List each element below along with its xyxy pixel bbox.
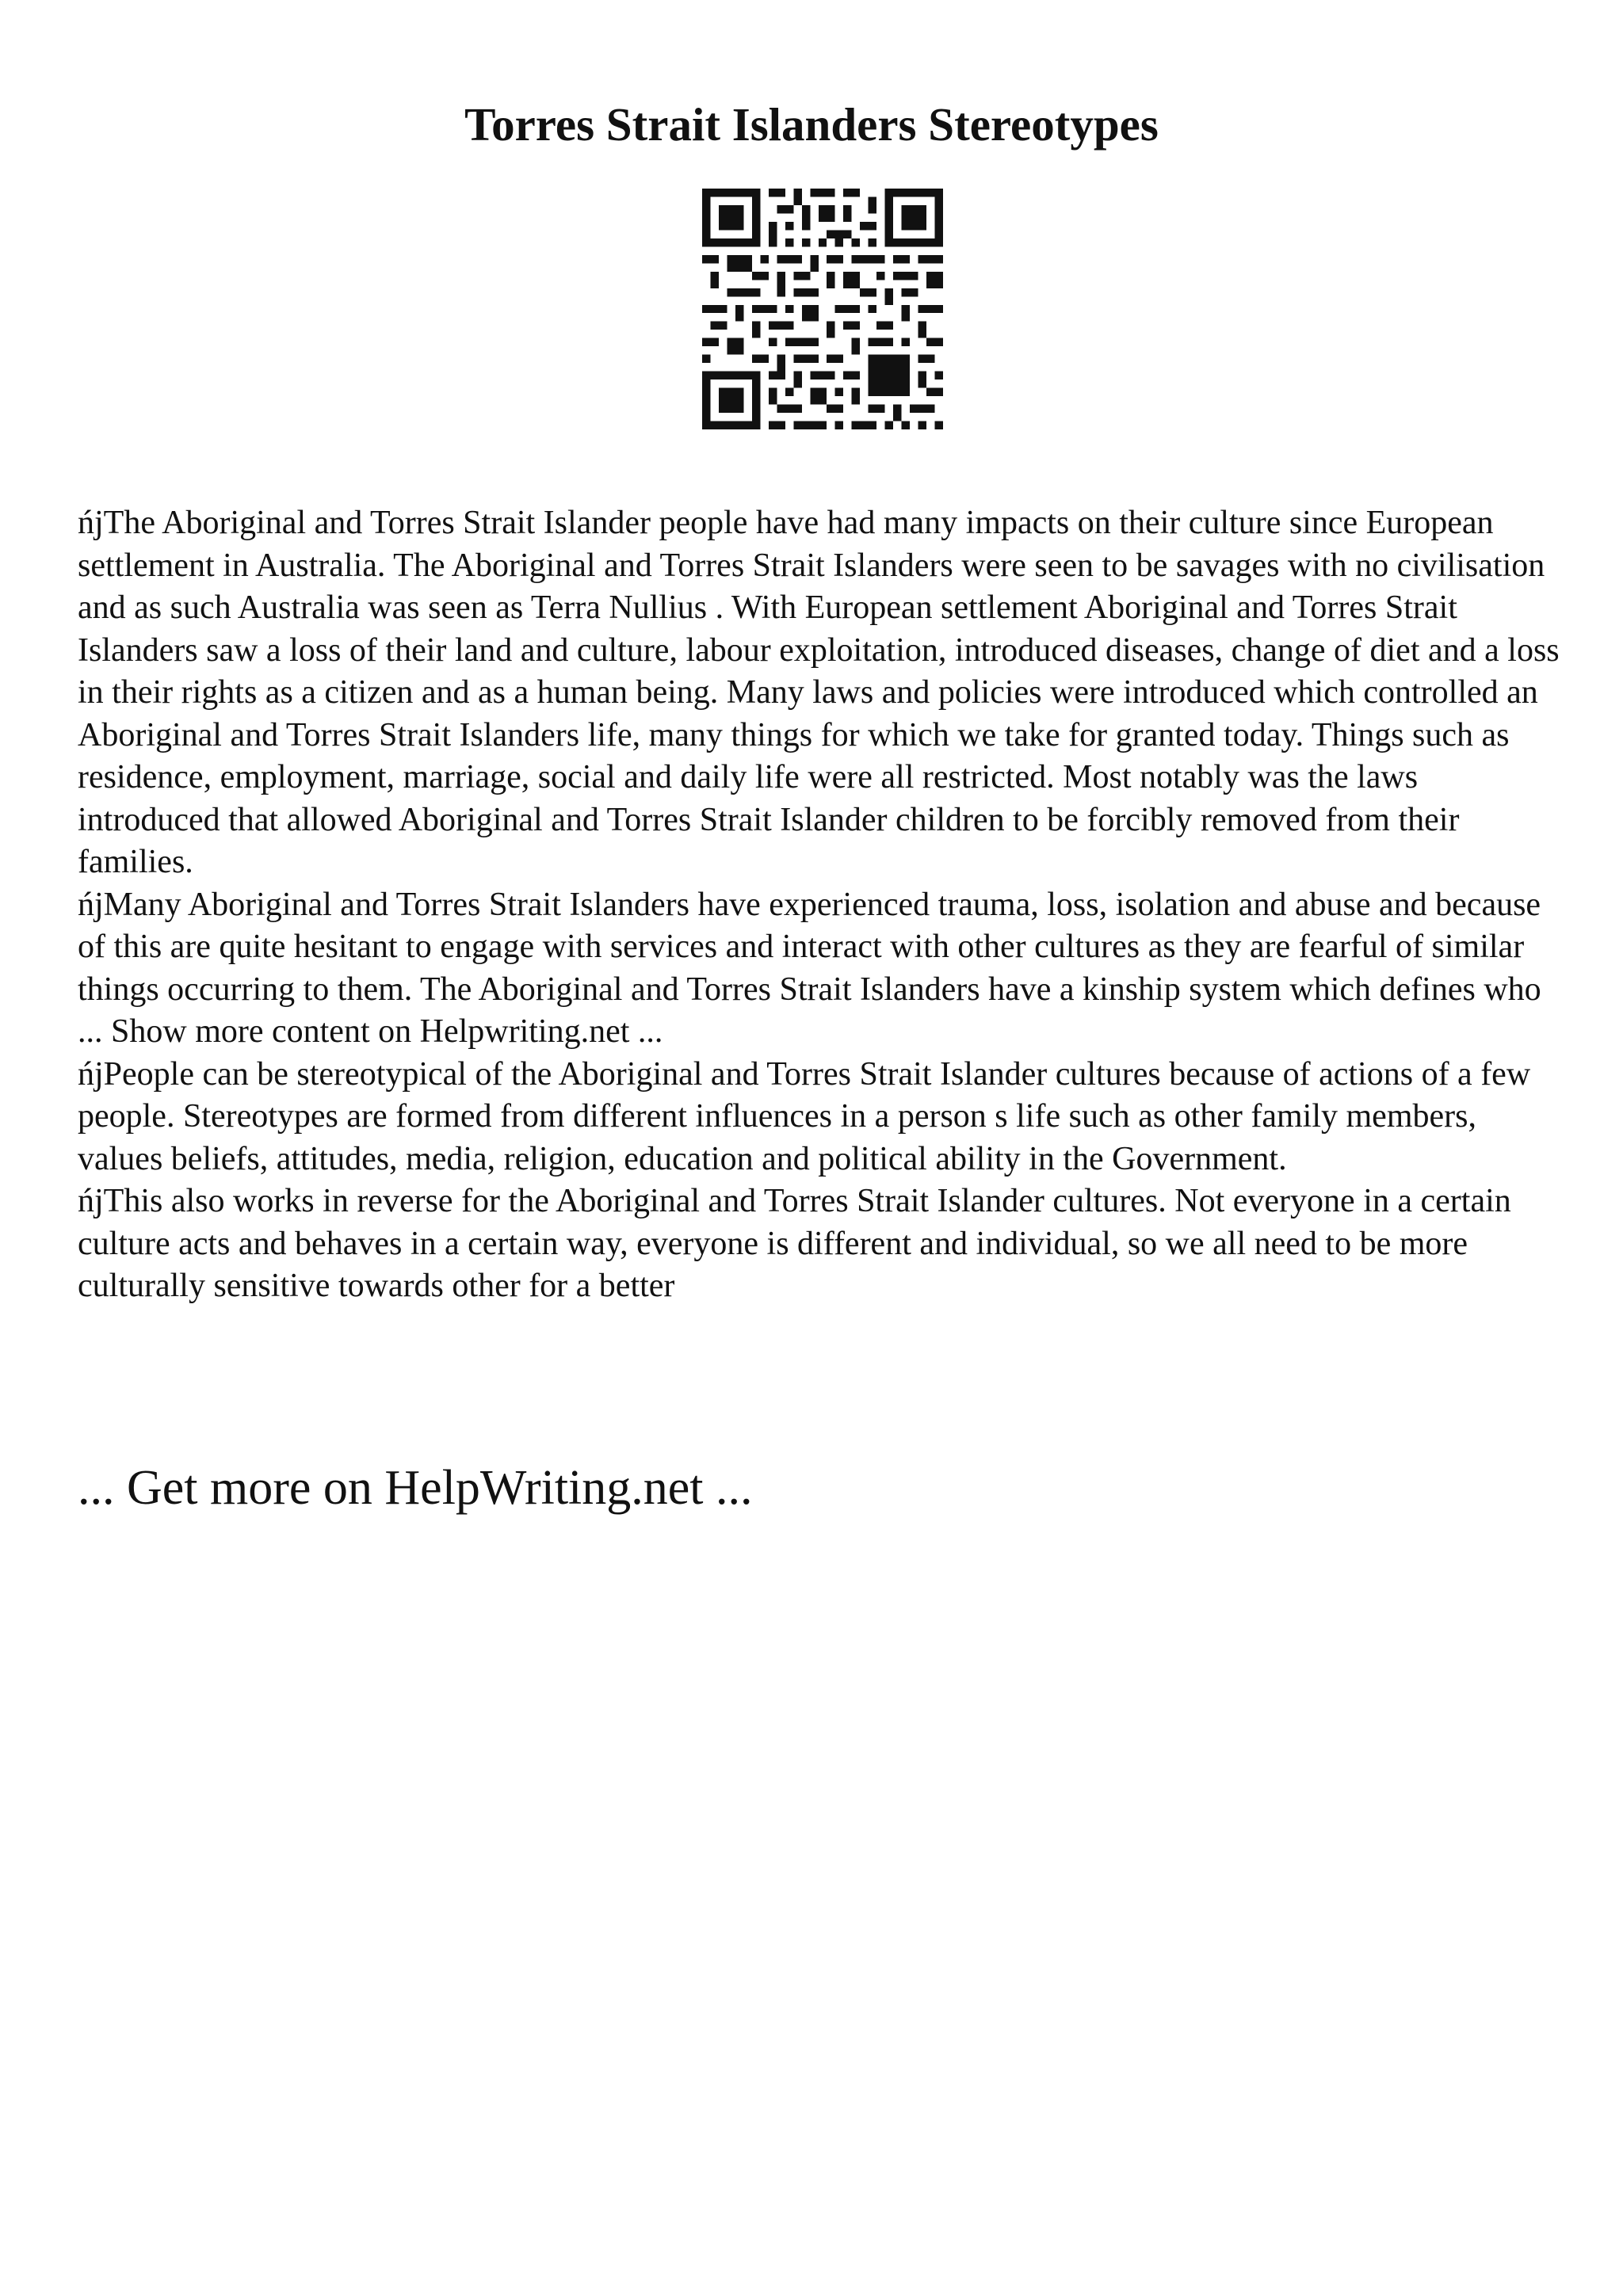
page-title: Torres Strait Islanders Stereotypes: [464, 98, 1159, 151]
qr-code-icon: [702, 189, 943, 429]
paragraph: ńjPeople can be stereotypical of the Aboriginal and Torres Strait Islander cultures because of actions of a few people. Stereotypes are formed from different influences in a person s life such as other family members, values beliefs, attitudes, media, religion, education and political ability in the Government.: [78, 1055, 1531, 1177]
get-more-link[interactable]: ... Get more on HelpWriting.net ...: [78, 1461, 753, 1515]
paragraph: ńjThe Aboriginal and Torres Strait Islander people have had many impacts on their culture since European settlement in Australia. The Aboriginal and Torres Strait Islanders were seen to be savages with no civilisation and as such Australia was seen as Terra Nullius . With European settlement Aboriginal and Torres Strait Islanders saw a loss of their land and culture, labour exploitation, introduced diseases, change of diet and a loss in their rights as a citizen and as a human being. Many laws and policies were introduced which controlled an Aboriginal and Torres Strait Islanders life, many things for which we take for granted today. Things such as residence, employment, marriage, social and daily life were all restricted. Most notably was the laws introduced that allowed Aboriginal and Torres Strait Islander children to be forcibly removed from their families.: [78, 505, 1560, 880]
article-body: [78, 502, 1560, 1308]
paragraph: ńjMany Aboriginal and Torres Strait Islanders have experienced trauma, loss, isolation and abuse and because of this are quite hesitant to engage with services and interact with other cultures as they are fearful of similar things occurring to them. The Aboriginal and Torres Strait Islanders have a kinship system which defines who ... Show more content on Helpwriting.net ...: [78, 886, 1541, 1050]
paragraph: ńjThis also works in reverse for the Aboriginal and Torres Strait Islander cultures. Not everyone in a certain culture acts and behaves in a certain way, everyone is different and individual, so we all need to be more culturally sensitive towards other for a better: [78, 1183, 1511, 1304]
